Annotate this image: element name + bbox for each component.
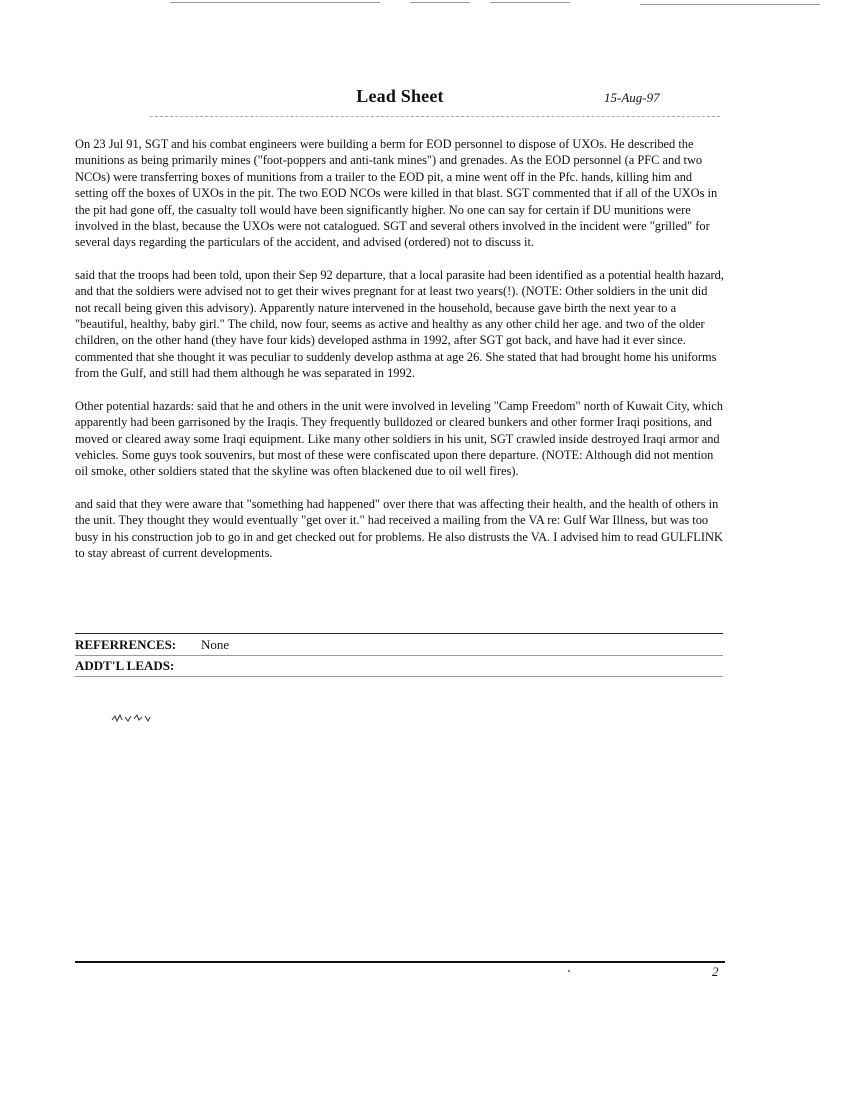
- top-rule-1: [170, 2, 380, 3]
- top-rule-2: [410, 2, 470, 3]
- document-date: 15-Aug-97: [604, 90, 660, 105]
- referrals-row: [75, 637, 230, 653]
- paragraph-1: On 23 Jul 91, SGT and his combat engineers were building a berm for EOD personnel to dispose of UXOs. He described the munitions as being primarily mines ("foot-poppers and anti-tank mines") and grenades. As the EOD personnel (a PFC and two NCOs) were transferring boxes of munitions from a trailer to the EOD pit, a mine went off in the Pfc. hands, killing him and setting off the boxes of UXOs in the pit. The two EOD NCOs were killed in that blast. SGT commented that if all of the UXOs in the pit had gone off, the casualty toll would have been significantly higher. No one can say for certain if DU munitions were involved in the blast, because the UXOs were not catalogued. SGT and several others involved in the incident were "grilled" for several days regarding the particulars of the accident, and advised (ordered) not to discuss it.: [75, 137, 718, 250]
- paragraph-4: and said that they were aware that "something had happened" over there that was affecting their health, and the health of others in the unit. They thought they would eventually "get over it." had received a mailing from the VA re: Gulf War Illness, but was too busy in his construction job to go in and get checked out for problems. He also distrusts the VA. I advised him to read GULFLINK to stay abreast of current developments.: [75, 496, 723, 560]
- top-rule-3: [490, 2, 570, 3]
- paragraph-3: Other potential hazards: said that he and others in the unit were involved in leveling "Camp Freedom" north of Kuwait City, which apparently had been garrisoned by the Iraqis. They frequently bulldozed or cleared bunkers and other former Iraqi positions, and moved or cleared away some Iraqi equipment. Like many other soldiers in his unit, SGT crawled inside destroyed Iraqi armor and vehicles. Some guys took souvenirs, but most of these were confiscated upon there departure. (NOTE: Although did not mention oil smoke, other soldiers stated that the skyline was often blackened due to oil well fires).: [75, 398, 723, 479]
- top-rule-4: [640, 4, 820, 5]
- paragraph-2: said that the troops had been told, upon their Sep 92 departure, that a local parasite had been identified as a potential health hazard, and that the soldiers were advised not to get their wives pregnant for at least two years(!). (NOTE: Other soldiers in the unit did not recall being given this advisory). Apparently nature intervened in the household, because gave birth the next year to a "beautiful, healthy, baby girl." The child, now four, seems as active and healthy as any other child her age. and two of the older children, on the other hand (they have four kids) developed asthma in 1992, after SGT got back, and have had it ever since. commented that she thought it was peculiar to suddenly develop asthma at age 26. She stated that had brought home his uniforms from the Gulf, and still had them although he was separated in 1992.: [75, 267, 724, 381]
- referrals-top-rule: [75, 633, 723, 634]
- referrals-value: None: [201, 637, 230, 652]
- referrals-bottom-rule: [75, 655, 723, 656]
- header-underline: [150, 116, 720, 117]
- footer-rule: [75, 961, 725, 963]
- scan-scribble-mark: [110, 712, 154, 724]
- document-title: Lead Sheet: [356, 86, 444, 106]
- addtl-leads-bottom-rule: [75, 676, 723, 677]
- addtl-leads-row: [75, 658, 174, 674]
- addtl-leads-label: ADDT'L LEADS:: [75, 658, 175, 673]
- page-number: 2: [712, 964, 719, 979]
- referrals-label: REFERRENCES:: [75, 637, 177, 652]
- lead-sheet-body: [75, 136, 725, 577]
- scan-speck: [568, 970, 570, 972]
